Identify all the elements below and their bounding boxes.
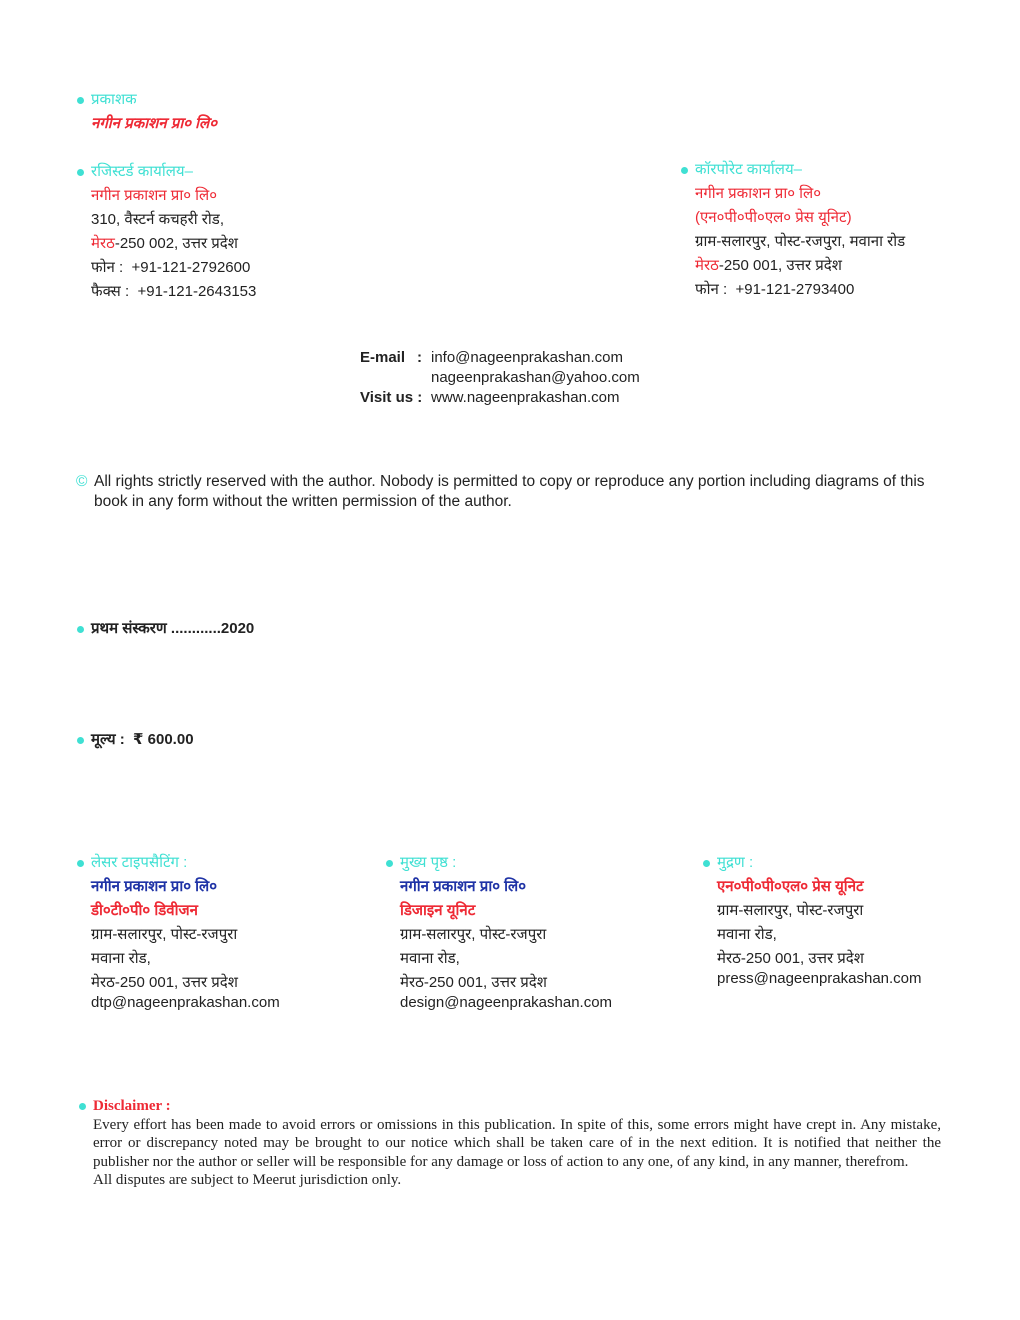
edition-label: प्रथम संस्करण ............2020 — [91, 620, 255, 637]
registered-address: 310, वैस्टर्न कचहरी रोड, — [91, 211, 224, 228]
bullet-icon — [77, 737, 84, 744]
typesetting-heading: लेसर टाइपसैटिंग : — [91, 854, 188, 871]
edition-block — [91, 617, 254, 641]
price-label: मूल्य : — [91, 731, 125, 748]
bullet-icon — [77, 97, 84, 104]
email-link[interactable]: info@nageenprakashan.com — [431, 349, 624, 366]
colon: : — [417, 349, 422, 366]
address-line: मवाना रोड, — [91, 950, 151, 967]
address-line: ग्राम-सलारपुर, पोस्ट-रजपुरा — [717, 902, 864, 919]
copyright-icon: © — [76, 473, 88, 490]
corporate-pin: -250 001, उत्तर प्रदेश — [718, 257, 842, 274]
address-line: मेरठ-250 001, उत्तर प्रदेश — [91, 974, 238, 991]
visit-label: Visit us : — [360, 389, 423, 406]
printing-block — [717, 851, 922, 987]
address-line: ग्राम-सलारपुर, पोस्ट-रजपुरा — [91, 926, 238, 943]
bullet-icon — [77, 169, 84, 176]
corporate-unit: (एन०पी०पी०एल० प्रेस यूनिट) — [695, 209, 852, 226]
disclaimer-heading: Disclaimer : — [93, 1098, 171, 1114]
bullet-icon — [386, 860, 393, 867]
email-label: E-mail — [360, 349, 406, 366]
publisher-name: नगीन प्रकाशन प्रा० लि० — [91, 115, 218, 132]
bullet-icon — [79, 1103, 86, 1110]
corporate-office — [695, 158, 905, 302]
corporate-city: मेरठ — [695, 257, 719, 274]
printing-heading: मुद्रण : — [717, 854, 754, 871]
bullet-icon — [681, 167, 688, 174]
registered-phone: +91-121-2792600 — [131, 259, 251, 276]
bullet-icon — [77, 860, 84, 867]
price-block — [91, 728, 194, 752]
cover-block — [400, 851, 612, 1011]
address-line: मेरठ-250 001, उत्तर प्रदेश — [400, 974, 547, 991]
typesetting-block — [91, 851, 280, 1011]
publisher-heading: प्रकाशक — [91, 91, 137, 108]
registered-pin: -250 002, उत्तर प्रदेश — [114, 235, 238, 252]
phone-label: फोन : — [91, 259, 124, 276]
printing-name: एन०पी०पी०एल० प्रेस यूनिट — [717, 878, 864, 895]
fax-label: फैक्स : — [91, 283, 130, 300]
address-line: ग्राम-सलारपुर, पोस्ट-रजपुरा — [400, 926, 547, 943]
cover-unit: डिजाइन यूनिट — [400, 902, 476, 919]
contact-block — [360, 348, 640, 408]
corporate-address: ग्राम-सलारपुर, पोस्ट-रजपुरा, मवाना रोड — [695, 233, 906, 250]
registered-heading: रजिस्टर्ड कार्यालय– — [91, 163, 193, 180]
disclaimer-text: Every effort has been made to avoid errors or omissions in this publication. In spite of this, some errors might have crept in. Any mistake, error or discrepancy noted may be brought to our notice which shall be taken care of in the next edition. It is notified that neither the publisher nor the author or seller will be responsible for any damage or loss of action to any one, of any kind, in any manner, therefrom. — [93, 1116, 941, 1170]
registered-office — [91, 160, 256, 304]
publisher-section — [91, 88, 217, 136]
email-link[interactable]: press@nageenprakashan.com — [717, 970, 922, 987]
copyright-text: All rights strictly reserved with the author. Nobody is permitted to copy or reproduce any portion including diagrams of this book in any form without the written permission of the author. — [94, 473, 925, 510]
corporate-name: नगीन प्रकाशन प्रा० लि० — [695, 185, 822, 202]
disclaimer-block — [93, 1097, 941, 1190]
cover-heading: मुख्य पृष्ठ : — [400, 854, 457, 871]
corporate-phone: +91-121-2793400 — [735, 281, 855, 298]
typesetting-unit: डी०टी०पी० डिवीजन — [91, 902, 198, 919]
registered-name: नगीन प्रकाशन प्रा० लि० — [91, 187, 218, 204]
registered-city: मेरठ — [91, 235, 115, 252]
website-link[interactable]: www.nageenprakashan.com — [431, 389, 620, 406]
address-line: मवाना रोड, — [717, 926, 777, 943]
cover-name: नगीन प्रकाशन प्रा० लि० — [400, 878, 527, 895]
copyright-notice — [76, 472, 944, 512]
phone-label: फोन : — [695, 281, 728, 298]
corporate-heading: कॉरपोरेट कार्यालय– — [695, 161, 803, 178]
registered-fax: +91-121-2643153 — [137, 283, 257, 300]
address-line: मवाना रोड, — [400, 950, 460, 967]
bullet-icon — [77, 626, 84, 633]
bullet-icon — [703, 860, 710, 867]
email-link[interactable]: dtp@nageenprakashan.com — [91, 994, 280, 1011]
jurisdiction-text: All disputes are subject to Meerut jurisdiction only. — [93, 1172, 402, 1188]
address-line: मेरठ-250 001, उत्तर प्रदेश — [717, 950, 864, 967]
email-link[interactable]: design@nageenprakashan.com — [400, 994, 613, 1011]
price-value: ₹ 600.00 — [133, 731, 194, 748]
email-link[interactable]: nageenprakashan@yahoo.com — [431, 369, 640, 386]
typesetting-name: नगीन प्रकाशन प्रा० लि० — [91, 878, 218, 895]
